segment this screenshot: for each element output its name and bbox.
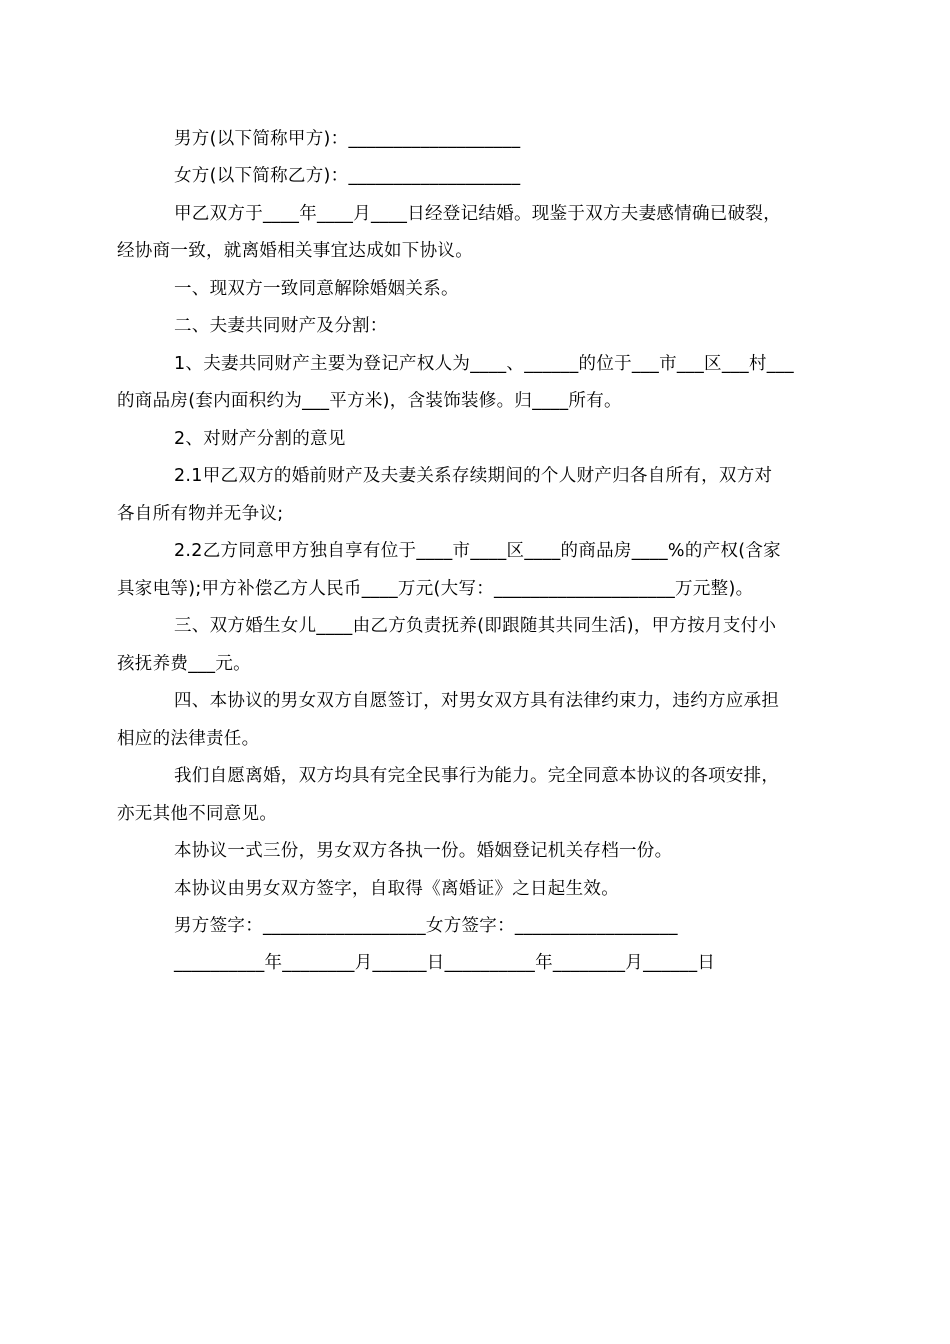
voluntary-statement: 我们自愿离婚，双方均具有完全民事行为能力。完全同意本协议的各项安排， xyxy=(174,766,780,786)
clause-2-1-paragraph: 1、夫妻共同财产主要为登记产权人为____、______的位于___市___区___村___ xyxy=(174,354,794,374)
clause-2-1-paragraph-cont: 的商品房(套内面积约为___平方米)，含装饰装修。归____所有。 xyxy=(117,391,622,411)
clause-2-2-1-paragraph: 2.1甲乙双方的婚前财产及夫妻关系存续期间的个人财产归各自所有，双方对 xyxy=(174,466,773,486)
clause-3-paragraph-cont: 孩抚养费___元。 xyxy=(117,654,251,674)
clause-1: 一、现双方一致同意解除婚姻关系。 xyxy=(174,279,459,299)
clause-3-paragraph: 三、双方婚生女儿____由乙方负责抚养(即跟随其共同生活)，甲方按月支付小 xyxy=(174,616,777,636)
marriage-date-paragraph: 甲乙双方于____年____月____日经登记结婚。现鉴于双方夫妻感情确已破裂， xyxy=(174,204,781,224)
clause-2-heading: 二、夫妻共同财产及分割： xyxy=(174,316,388,336)
clause-4-paragraph: 四、本协议的男女双方自愿签订，对男女双方具有法律约束力，违约方应承担 xyxy=(174,691,780,711)
clause-2-2-heading: 2、对财产分割的意见 xyxy=(174,429,346,449)
husband-name-line: 男方(以下简称甲方)：___________________ xyxy=(174,129,521,149)
effective-statement: 本协议由男女双方签字，自取得《离婚证》之日起生效。 xyxy=(174,879,619,899)
clause-2-2-1-paragraph-cont: 各自所有物并无争议; xyxy=(117,504,284,524)
voluntary-statement-cont: 亦无其他不同意见。 xyxy=(117,804,278,824)
clause-4-paragraph-cont: 相应的法律责任。 xyxy=(117,729,260,749)
signature-line: 男方签字：__________________女方签字：__________________ xyxy=(174,916,678,936)
marriage-date-paragraph-cont: 经协商一致，就离婚相关事宜达成如下协议。 xyxy=(117,241,473,261)
clause-2-2-2-paragraph-cont: 具家电等);甲方补偿乙方人民币____万元(大写：____________________万元整)。 xyxy=(117,579,754,599)
copies-statement: 本协议一式三份，男女双方各执一份。婚姻登记机关存档一份。 xyxy=(174,841,673,861)
wife-name-line: 女方(以下简称乙方)：___________________ xyxy=(174,166,521,186)
clause-2-2-2-paragraph: 2.2乙方同意甲方独自享有位于____市____区____的商品房____%的产权(含家 xyxy=(174,541,781,561)
signature-date-line: __________年________月______日__________年________月______日 xyxy=(174,953,716,973)
